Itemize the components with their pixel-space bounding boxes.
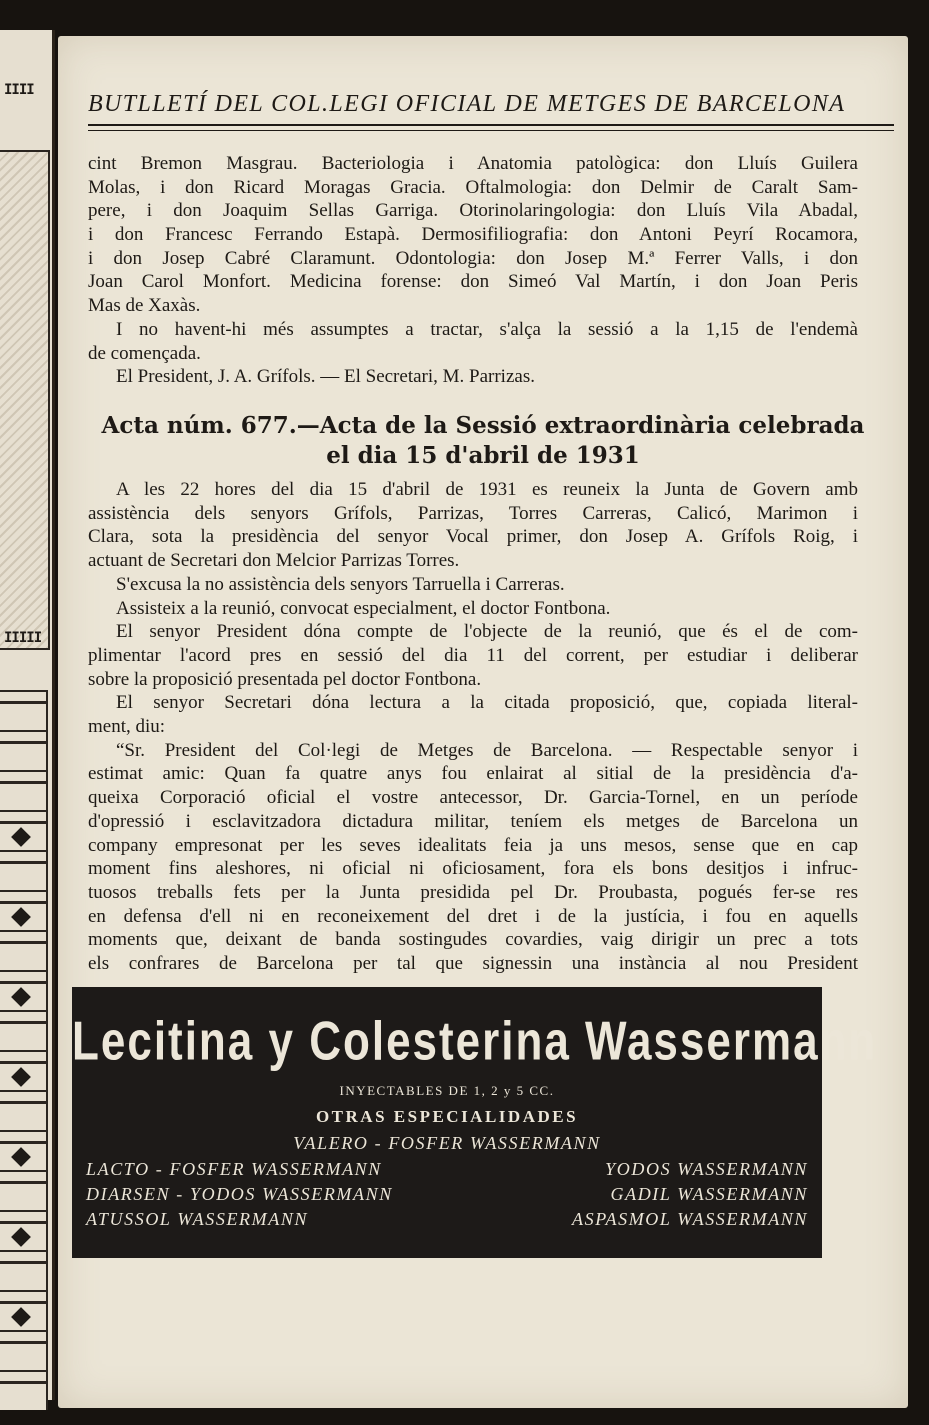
document-page	[58, 36, 908, 1408]
paragraph-line: I no havent-hi més assumptes a tractar, s'alça la sessió a la 1,15 de l'endemà	[116, 319, 858, 340]
paragraph-line: tuosos treballs fets per la Junta presidida pel Dr. Proubasta, pogués fer-se res	[88, 882, 858, 903]
diamond-ornament	[11, 907, 31, 927]
paragraph-line: Molas, i don Ricard Moragas Gracia. Oftalmologia: don Delmir de Caralt Sam-	[88, 177, 858, 198]
section-heading: Acta núm. 677.—Acta de la Sessió extraordinària celebrada	[101, 412, 865, 439]
header-rule	[88, 124, 894, 126]
diamond-ornament	[11, 827, 31, 847]
ad-item: ASPASMOL WASSERMANN	[572, 1209, 808, 1229]
paragraph-line: S'excusa la no assistència dels senyors Tarruella i Carreras.	[116, 574, 565, 595]
ad-item: DIARSEN - YODOS WASSERMANN	[86, 1184, 393, 1204]
paragraph-line: moment fins aleshores, ni oficial ni oficiosament, fora els bons desitjos i infruc-	[88, 858, 858, 879]
advertisement-box	[72, 987, 878, 1258]
paragraph-line: El senyor President dóna compte de l'objecte de la reunió, que és el de com-	[116, 621, 858, 642]
edge-mark: IIII	[4, 82, 34, 98]
paragraph-line: plimentar l'acord pres en sessió del dia 11 del corrent, per estudiar i deliberar	[88, 645, 858, 666]
ad-subtitle: INYECTABLES DE 1, 2 y 5 CC.	[339, 1083, 555, 1098]
edge-mark: IIIII	[4, 630, 42, 646]
paragraph-line: Joan Carol Monfort. Medicina forense: don Simeó Val Martín, i don Joan Peris	[88, 271, 858, 292]
header-rule	[88, 130, 894, 131]
paragraph-line: company empresonat per les seves idealitats feia ja uns mesos, sense que en cap	[88, 835, 858, 856]
paragraph-line: El senyor Secretari dóna lectura a la citada proposició, que, copiada literal-	[116, 692, 858, 713]
ad-item: YODOS WASSERMANN	[605, 1159, 808, 1179]
paragraph-line: Clara, sota la presidència del senyor Vocal primer, don Josep A. Grífols Roig, i	[88, 526, 858, 547]
paragraph-line: estimat amic: Quan fa quatre anys fou enlairat al sitial de la presidència d'a-	[88, 763, 858, 784]
paragraph-line: A les 22 hores del dia 15 d'abril de 1931 es reuneix la Junta de Govern amb	[116, 479, 858, 500]
ad-item: GADIL WASSERMANN	[610, 1184, 808, 1204]
ad-item: ATUSSOL WASSERMANN	[86, 1209, 309, 1229]
paragraph-line: actuant de Secretari don Melcior Parrizas Torres.	[88, 550, 460, 571]
diamond-ornament	[11, 1307, 31, 1327]
ad-title: Lecitina y Colesterina Wassermann	[72, 1010, 878, 1072]
paragraph-line: Assisteix a la reunió, convocat especialment, el doctor Fontbona.	[116, 598, 611, 619]
diamond-ornament	[11, 987, 31, 1007]
section-heading-date: el dia 15 d'abril de 1931	[326, 442, 640, 469]
paragraph-line: en defensa d'ell ni en reconeixement del dret i de la justícia, i fou en aquells	[88, 906, 858, 927]
paragraph-line: cint Bremon Masgrau. Bacteriologia i Anatomia patològica: don Lluís Guilera	[88, 153, 858, 174]
paragraph-line: pere, i don Joaquim Sellas Garriga. Otorinolaringologia: don Lluís Vila Abadal,	[88, 200, 858, 221]
diamond-ornament	[11, 1067, 31, 1087]
signature-line: El President, J. A. Grífols. — El Secretari, M. Parrizas.	[116, 366, 535, 387]
diamond-ornament	[11, 1227, 31, 1247]
paragraph-line: queixa Corporació oficial el vostre antecessor, Dr. Garcia-Tornel, en un període	[88, 787, 858, 808]
paragraph-line: moments que, deixant de banda sostingudes covardies, vaig dirigir un prec a tots	[88, 929, 858, 950]
running-head: BUTLLETÍ DEL COL.LEGI OFICIAL DE METGES DE BARCELONA	[88, 91, 846, 117]
paragraph-line: “Sr. President del Col·legi de Metges de Barcelona. — Respectable senyor i	[116, 740, 858, 761]
paragraph-line: Mas de Xaxàs.	[88, 295, 201, 316]
diamond-ornament	[11, 1147, 31, 1167]
paragraph-line: i don Josep Cabré Claramunt. Odontologia: don Josep M.ª Ferrer Valls, i don	[88, 248, 858, 269]
paragraph-line: d'opressió i esclavitzadora dictadura militar, teníem els metges de Barcelona un	[88, 811, 858, 832]
decorative-border-ornament	[0, 150, 50, 650]
adjacent-page-strip	[0, 30, 55, 1400]
paragraph-line: i don Francesc Ferrando Estapà. Dermosifiliografia: don Antoni Peyrí Rocamora,	[88, 224, 858, 245]
ad-item: VALERO - FOSFER WASSERMANN	[293, 1133, 601, 1153]
paragraph-line: els confrares de Barcelona per tal que signessin una instància al nou President	[88, 953, 858, 974]
paragraph-line: assistència dels senyors Grífols, Parrizas, Torres Carreras, Calicó, Marimon i	[88, 503, 858, 524]
paragraph-line: ment, diu:	[88, 716, 166, 737]
ad-item: LACTO - FOSFER WASSERMANN	[86, 1159, 382, 1179]
paragraph-line: de començada.	[88, 343, 201, 364]
ad-heading: OTRAS ESPECIALIDADES	[315, 1107, 579, 1126]
decorative-border-ornament	[0, 690, 48, 1410]
paragraph-line: sobre la proposició presentada pel doctor Fontbona.	[88, 669, 482, 690]
